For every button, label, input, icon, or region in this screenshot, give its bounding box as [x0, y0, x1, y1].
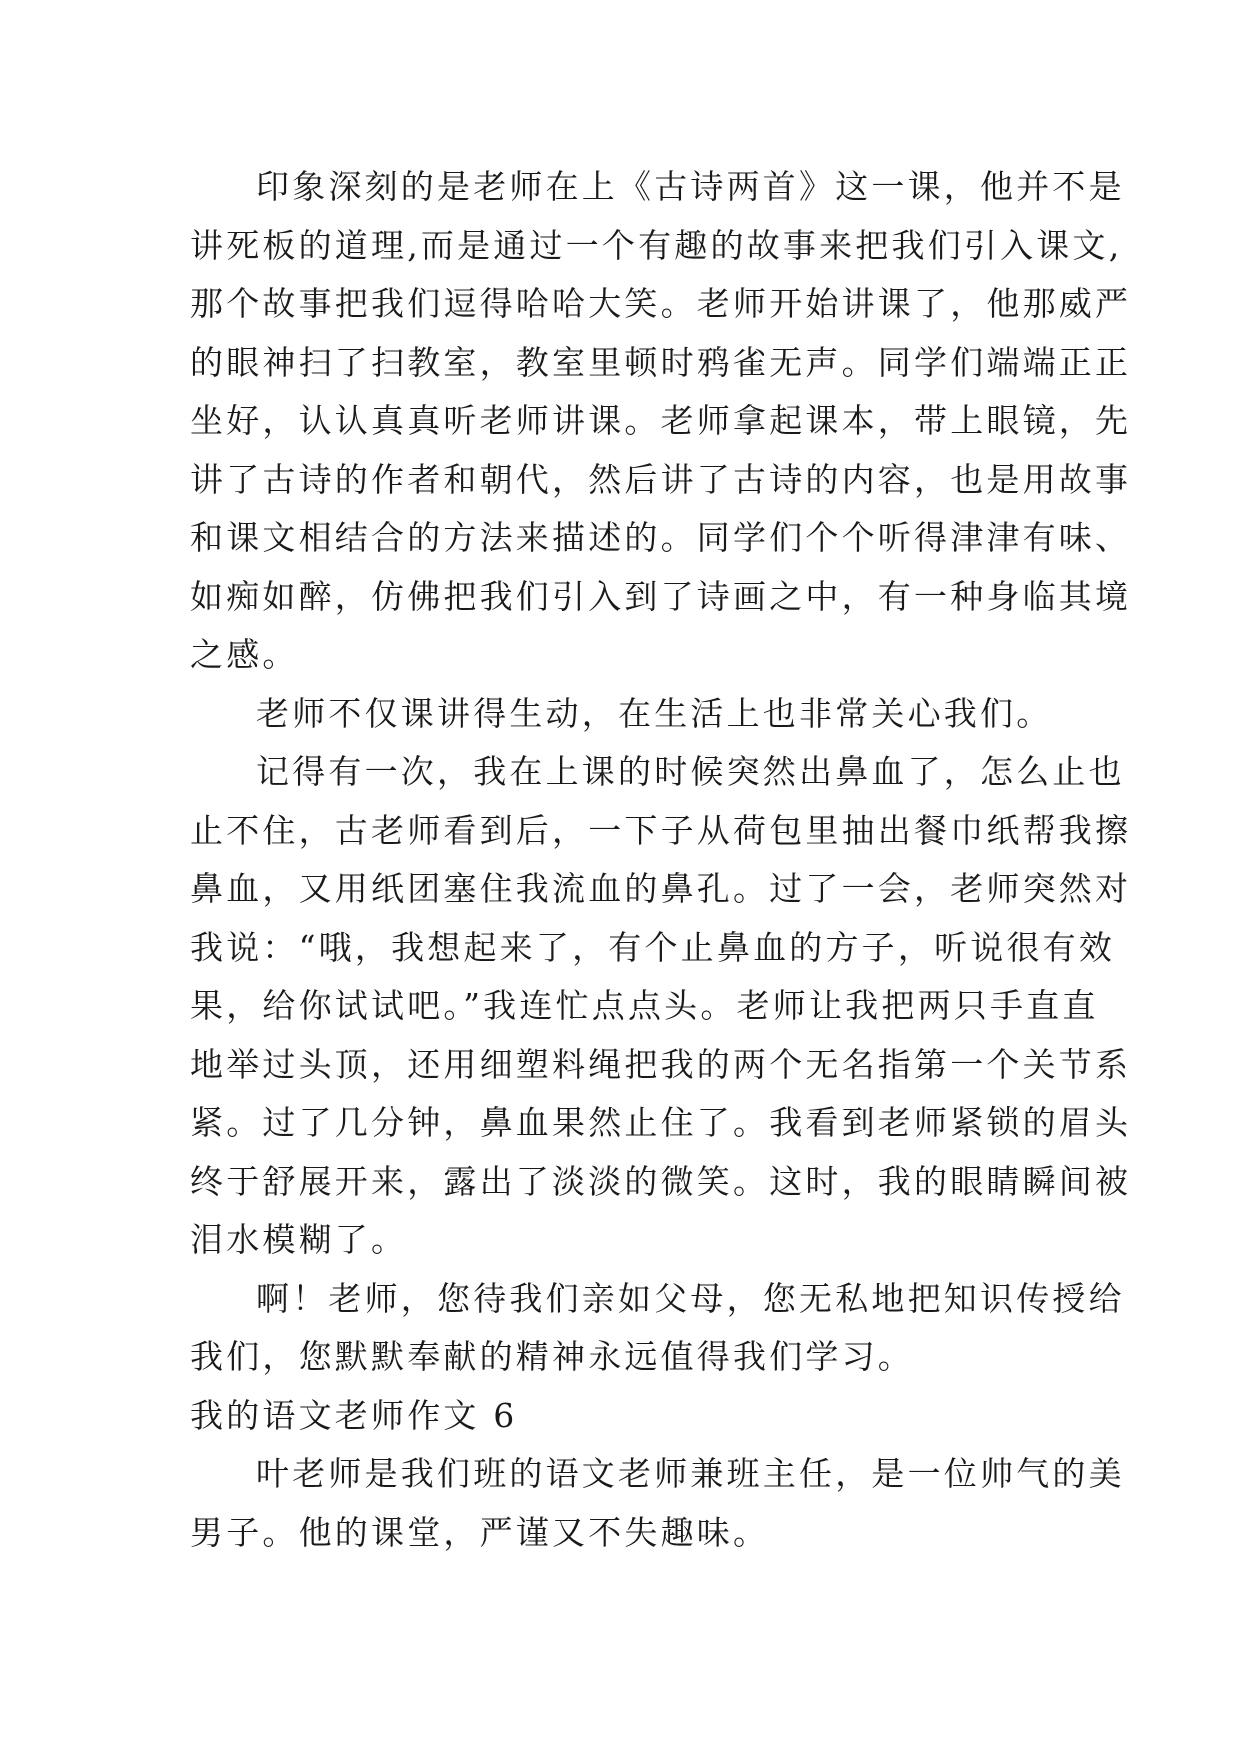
- paragraph-line: 我们，您默默奉献的精神永远值得我们学习。: [190, 1337, 914, 1376]
- paragraph-line: 我说：“哦，我想起来了，有个止鼻血的方子，听说很有效: [190, 927, 1116, 967]
- paragraph-line: 男子。他的课堂，严谨又不失趣味。: [190, 1512, 770, 1552]
- paragraph-line: 鼻血，又用纸团塞住我流血的鼻孔。过了一会，老师突然对: [190, 869, 1132, 908]
- paragraph-line: 止不住，古老师看到后，一下子从荷包里抽出餐巾纸帮我擦: [190, 810, 1132, 850]
- paragraph-line: 地举过头顶，还用细塑料绳把我的两个无名指第一个关节系: [190, 1044, 1132, 1084]
- paragraph-line: 叶老师是我们班的语文老师兼班主任，是一位帅气的美: [256, 1454, 1125, 1493]
- paragraph-line: 坐好，认认真真听老师讲课。老师拿起课本，带上眼镜，先: [190, 401, 1132, 440]
- paragraph-line: 讲了古诗的作者和朝代，然后讲了古诗的内容，也是用故事: [190, 459, 1132, 499]
- paragraph-line: 之感。: [190, 635, 299, 674]
- essay-body: [190, 158, 1132, 1562]
- paragraph-line: 紧。过了几分钟，鼻血果然止住了。我看到老师紧锁的眉头: [190, 1103, 1132, 1142]
- paragraph-line: 印象深刻的是老师在上《古诗两首》这一课，他并不是: [256, 167, 1125, 206]
- paragraph-line: 记得有一次，我在上课的时候突然出鼻血了，怎么止也: [256, 752, 1125, 791]
- paragraph-line: 如痴如醉，仿佛把我们引入到了诗画之中，有一种身临其境: [190, 576, 1132, 616]
- paragraph-line: 果，给你试试吧。”我连忙点点头。老师让我把两只手直直: [190, 986, 1099, 1025]
- paragraph-line: 和课文相结合的方法来描述的。同学们个个听得津津有味、: [190, 518, 1132, 557]
- paragraph-line: 啊！老师，您待我们亲如父母，您无私地把知识传授给: [256, 1278, 1125, 1318]
- paragraph-line: 老师不仅课讲得生动，在生活上也非常关心我们。: [256, 693, 1053, 733]
- paragraph-line: 讲死板的道理,而是通过一个有趣的故事来把我们引入课文,: [190, 225, 1123, 265]
- section-heading: 我的语文老师作文 6: [190, 1395, 518, 1435]
- paragraph-line: 泪水模糊了。: [190, 1220, 408, 1259]
- paragraph-line: 终于舒展开来，露出了淡淡的微笑。这时，我的眼睛瞬间被: [190, 1161, 1132, 1201]
- paragraph-line: 那个故事把我们逗得哈哈大笑。老师开始讲课了，他那威严: [190, 284, 1132, 323]
- paragraph-line: 的眼神扫了扫教室，教室里顿时鸦雀无声。同学们端端正正: [190, 342, 1132, 382]
